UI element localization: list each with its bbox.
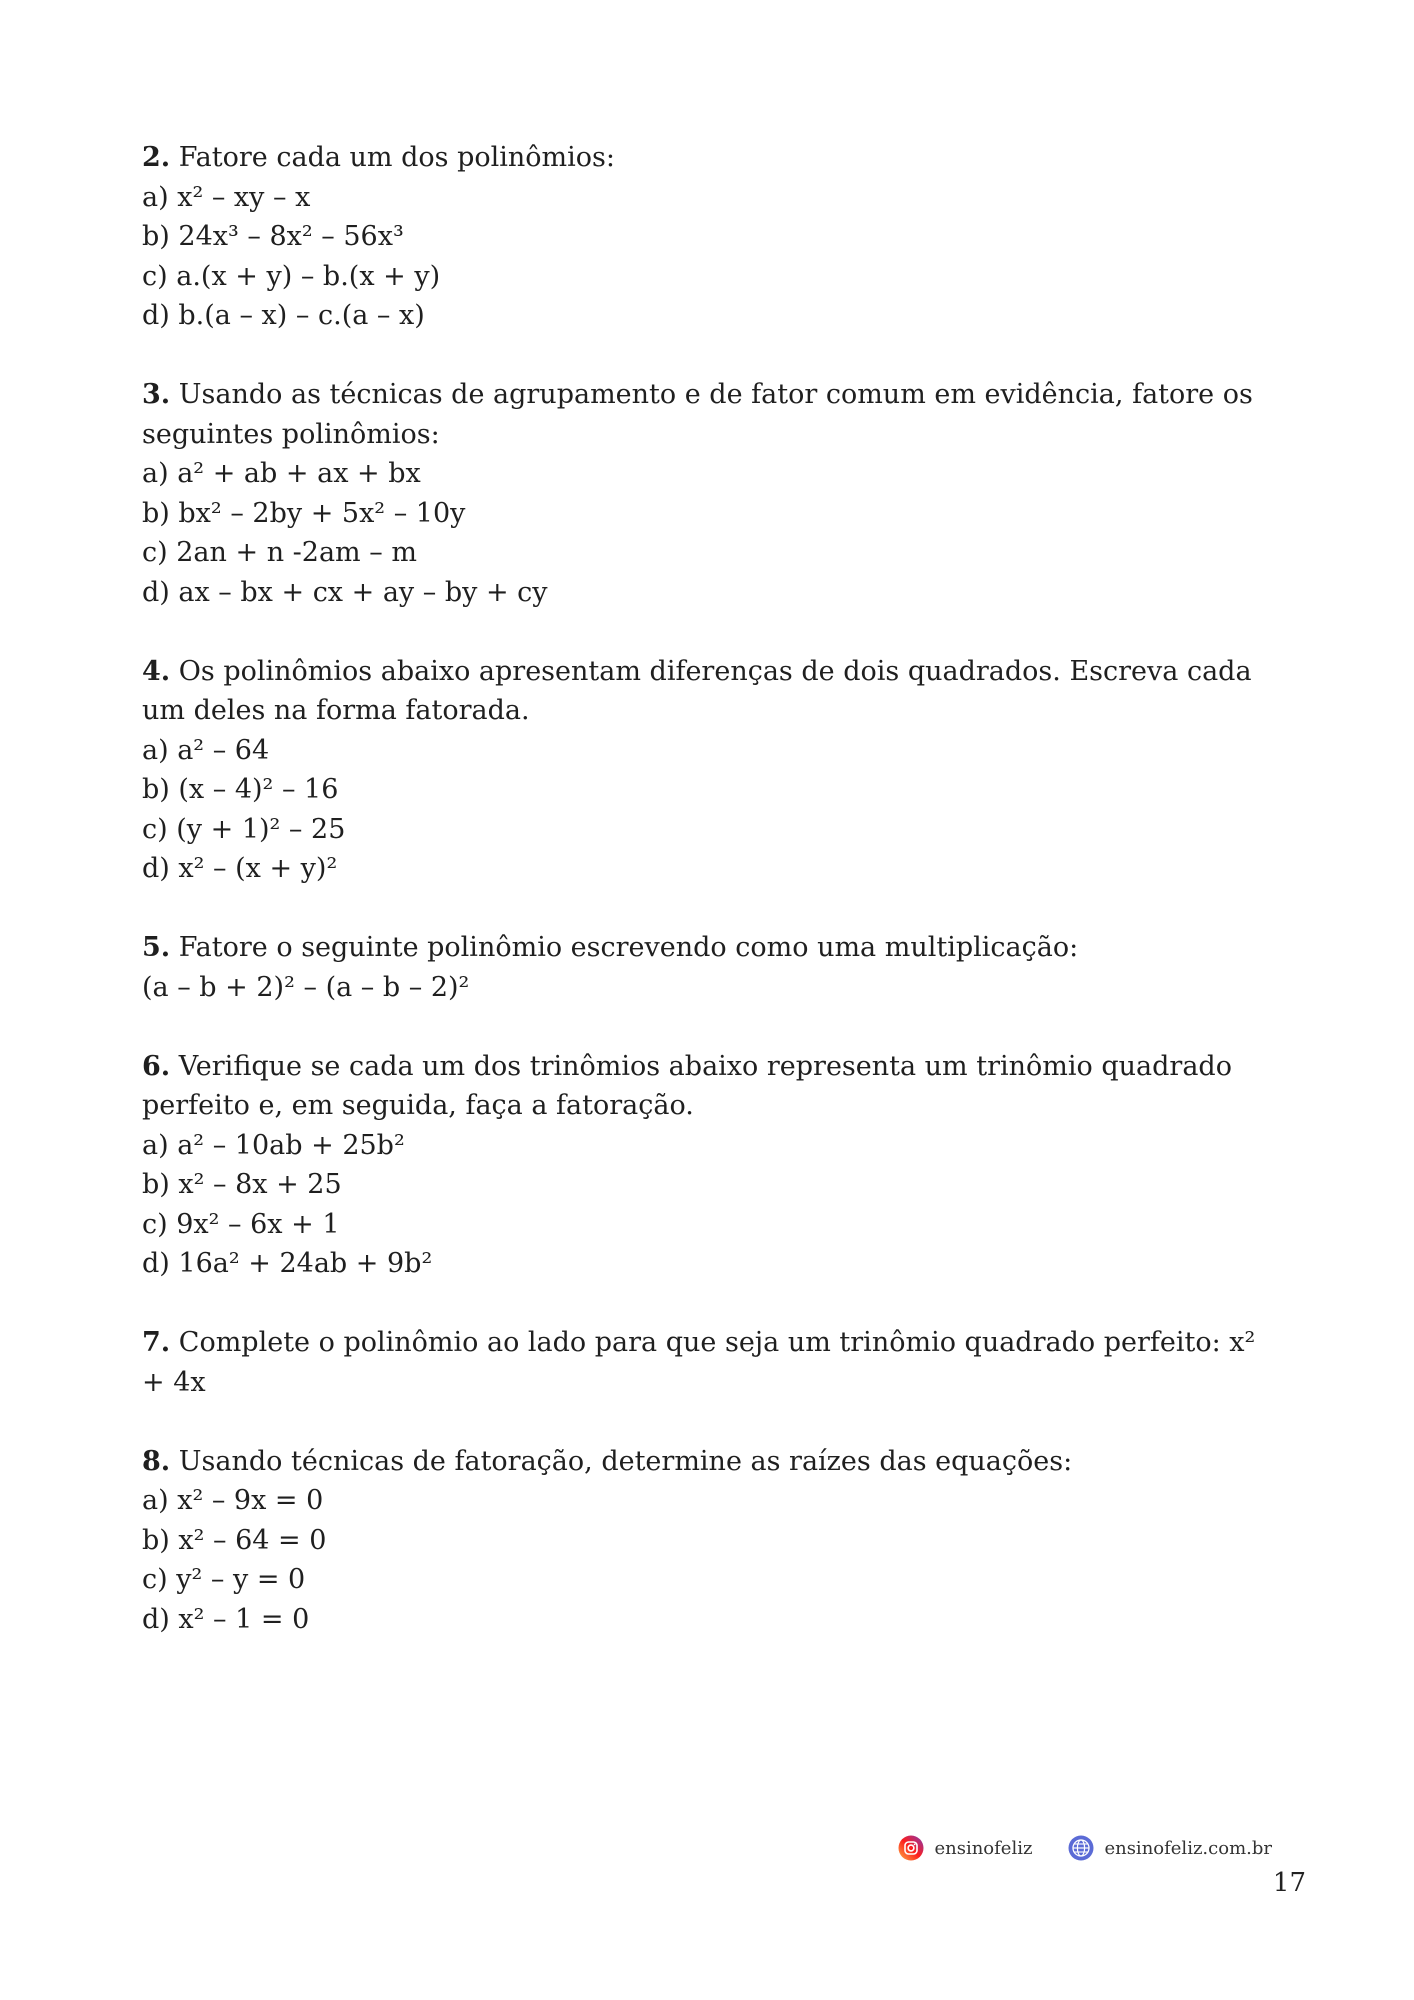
question-7 [142, 1323, 1282, 1402]
question-item: a) a² – 10ab + 25b² [142, 1129, 405, 1161]
question-item: a) x² – xy – x [142, 181, 311, 213]
question-item: c) y² – y = 0 [142, 1564, 306, 1595]
question-8 [142, 1442, 1282, 1640]
question-text: Usando as técnicas de agrupamento e de fator comum em evidência, fatore os seguintes polinômios: [142, 379, 1253, 450]
question-item: a) a² – 64 [142, 734, 270, 766]
question-item: c) 2an + n -2am – m [142, 537, 417, 568]
question-number: 7. [142, 1327, 171, 1358]
question-2 [142, 138, 1282, 336]
question-text: Verifique se cada um dos trinômios abaixo representa um trinômio quadrado perfeito e, em seguida, faça a fatoração. [142, 1050, 1232, 1121]
question-item: c) a.(x + y) – b.(x + y) [142, 260, 441, 292]
question-item: a) x² – 9x = 0 [142, 1485, 324, 1516]
question-statement [142, 652, 1282, 731]
question-text: Fatore o seguinte polinômio escrevendo como uma multiplicação: [178, 932, 1079, 963]
question-item: d) x² – 1 = 0 [142, 1603, 310, 1635]
question-item: d) ax – bx + cx + ay – by + cy [142, 576, 548, 608]
question-text: Os polinômios abaixo apresentam diferenças de dois quadrados. Escreva cada um deles na forma fatorada. [142, 655, 1252, 726]
question-number: 8. [142, 1445, 171, 1477]
website-link[interactable]: ensinofeliz.com.br [1104, 1837, 1272, 1859]
instagram-handle[interactable]: ensinofeliz [934, 1837, 1033, 1859]
question-statement [142, 375, 1282, 454]
question-item: b) x² – 64 = 0 [142, 1524, 327, 1556]
question-item: b) (x – 4)² – 16 [142, 774, 339, 805]
question-number: 4. [142, 655, 171, 687]
question-item: d) b.(a – x) – c.(a – x) [142, 300, 425, 331]
question-item: (a – b + 2)² – (a – b – 2)² [142, 971, 470, 1003]
page-number: 17 [1272, 1868, 1306, 1898]
question-3 [142, 375, 1282, 612]
question-number: 6. [142, 1050, 171, 1082]
question-text: Fatore cada um dos polinômios: [178, 142, 615, 173]
question-4 [142, 652, 1282, 889]
question-item: c) (y + 1)² – 25 [142, 813, 346, 845]
question-6 [142, 1047, 1282, 1284]
question-item: c) 9x² – 6x + 1 [142, 1208, 340, 1240]
question-5 [142, 928, 1282, 1007]
question-statement [142, 1442, 1282, 1482]
question-statement [142, 928, 1282, 968]
question-statement [142, 138, 1282, 178]
question-item: d) x² – (x + y)² [142, 853, 338, 884]
question-item: b) 24x³ – 8x² – 56x³ [142, 221, 404, 252]
question-statement [142, 1047, 1282, 1126]
question-text: Usando técnicas de fatoração, determine as raízes das equações: [178, 1445, 1073, 1477]
question-number: 2. [142, 142, 171, 173]
page-footer [898, 1835, 1272, 1861]
question-item: d) 16a² + 24ab + 9b² [142, 1248, 433, 1279]
question-item: b) bx² – 2by + 5x² – 10y [142, 497, 466, 529]
question-item: a) a² + ab + ax + bx [142, 458, 421, 489]
instagram-icon[interactable] [898, 1835, 924, 1861]
question-number: 3. [142, 379, 171, 410]
worksheet-content [142, 138, 1282, 1679]
globe-icon[interactable] [1068, 1835, 1094, 1861]
question-statement [142, 1323, 1282, 1402]
question-text: Complete o polinômio ao lado para que seja um trinômio quadrado perfeito: x² + 4x [142, 1327, 1256, 1398]
question-number: 5. [142, 932, 171, 963]
question-item: b) x² – 8x + 25 [142, 1169, 342, 1200]
